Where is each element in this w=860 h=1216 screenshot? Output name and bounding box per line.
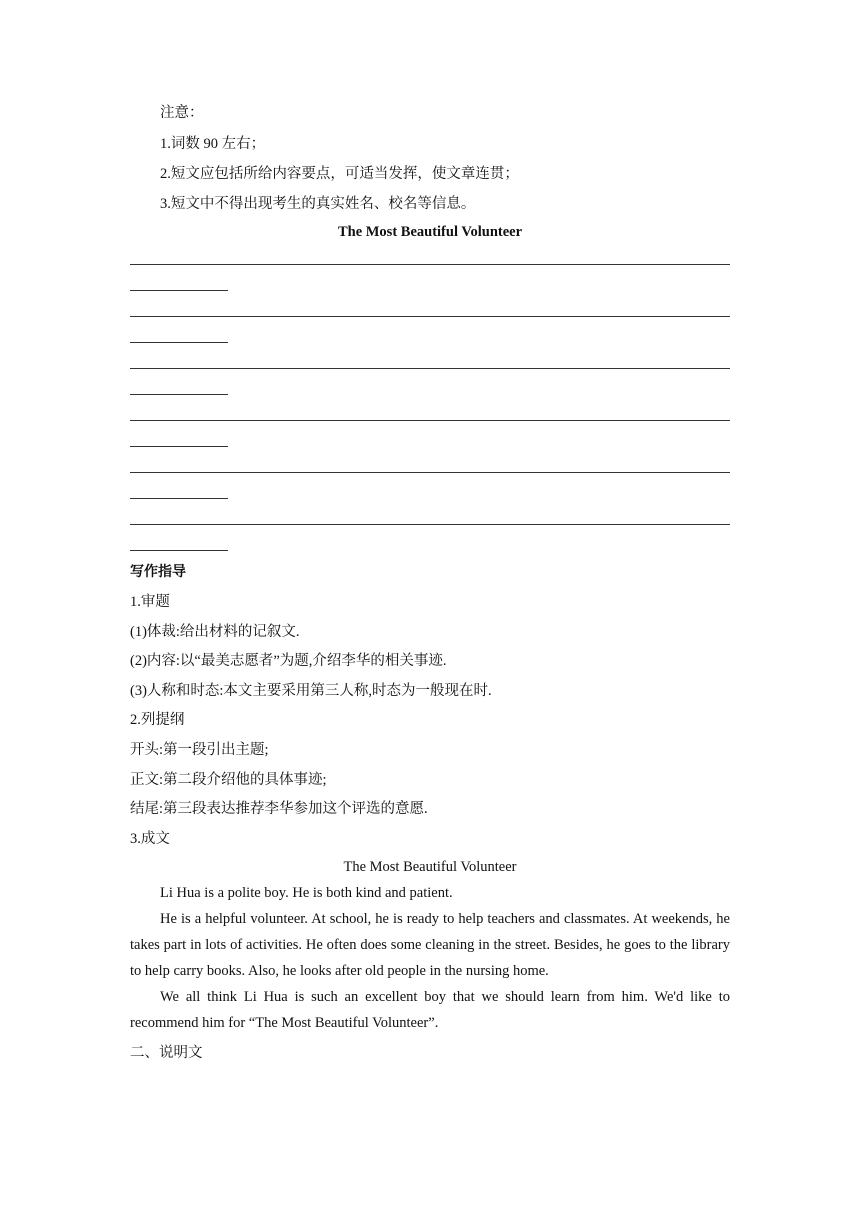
- answer-line: [130, 420, 730, 421]
- answer-line-short: [130, 498, 228, 499]
- answer-line-short: [130, 550, 228, 551]
- answer-line: [130, 316, 730, 317]
- note-item: 3.短文中不得出现考生的真实姓名、校名等信息。: [160, 196, 476, 212]
- guide-item: 结尾:第三段表达推荐李华参加这个评选的意愿.: [130, 801, 428, 817]
- answer-line: [130, 264, 730, 265]
- next-section-heading: 二、说明文: [130, 1045, 203, 1061]
- guide-heading: 写作指导: [130, 564, 186, 580]
- sample-paragraph: Li Hua is a polite boy. He is both kind and patient.: [160, 885, 453, 901]
- guide-section-title: 3.成文: [130, 831, 170, 847]
- answer-line-short: [130, 290, 228, 291]
- answer-line: [130, 472, 730, 473]
- guide-section-title: 2.列提纲: [130, 712, 185, 728]
- sample-paragraph: He is a helpful volunteer. At school, he is ready to help teachers and classmates. At weekends, he takes part in lots of activities. He often does some cleaning in the street. Besides, he goes to the library to help carry books. Also, he looks after old people in the nursing home.: [130, 911, 730, 979]
- guide-item: (2)内容:以“最美志愿者”为题,介绍李华的相关事迹.: [130, 653, 447, 669]
- notes-label: 注意：: [160, 105, 204, 121]
- answer-line: [130, 524, 730, 525]
- note-item: 2.短文应包括所给内容要点，可适当发挥，使文章连贯；: [160, 166, 519, 182]
- guide-item: (3)人称和时态:本文主要采用第三人称,时态为一般现在时.: [130, 683, 492, 699]
- sample-paragraph: We all think Li Hua is such an excellent boy that we should learn from him. We'd like to recommend him for “The Most Beautiful Volunteer”.: [130, 989, 730, 1031]
- answer-line-short: [130, 394, 228, 395]
- sample-title: The Most Beautiful Volunteer: [343, 859, 517, 875]
- guide-item: (1)体裁:给出材料的记叙文.: [130, 624, 300, 640]
- guide-section-title: 1.审题: [130, 594, 170, 610]
- answer-line-short: [130, 342, 228, 343]
- answer-line: [130, 368, 730, 369]
- guide-item: 开头:第一段引出主题;: [130, 742, 269, 758]
- writing-title: The Most Beautiful Volunteer: [337, 224, 523, 240]
- answer-line-short: [130, 446, 228, 447]
- note-item: 1.词数 90 左右；: [160, 136, 266, 152]
- guide-item: 正文:第二段介绍他的具体事迹;: [130, 772, 327, 788]
